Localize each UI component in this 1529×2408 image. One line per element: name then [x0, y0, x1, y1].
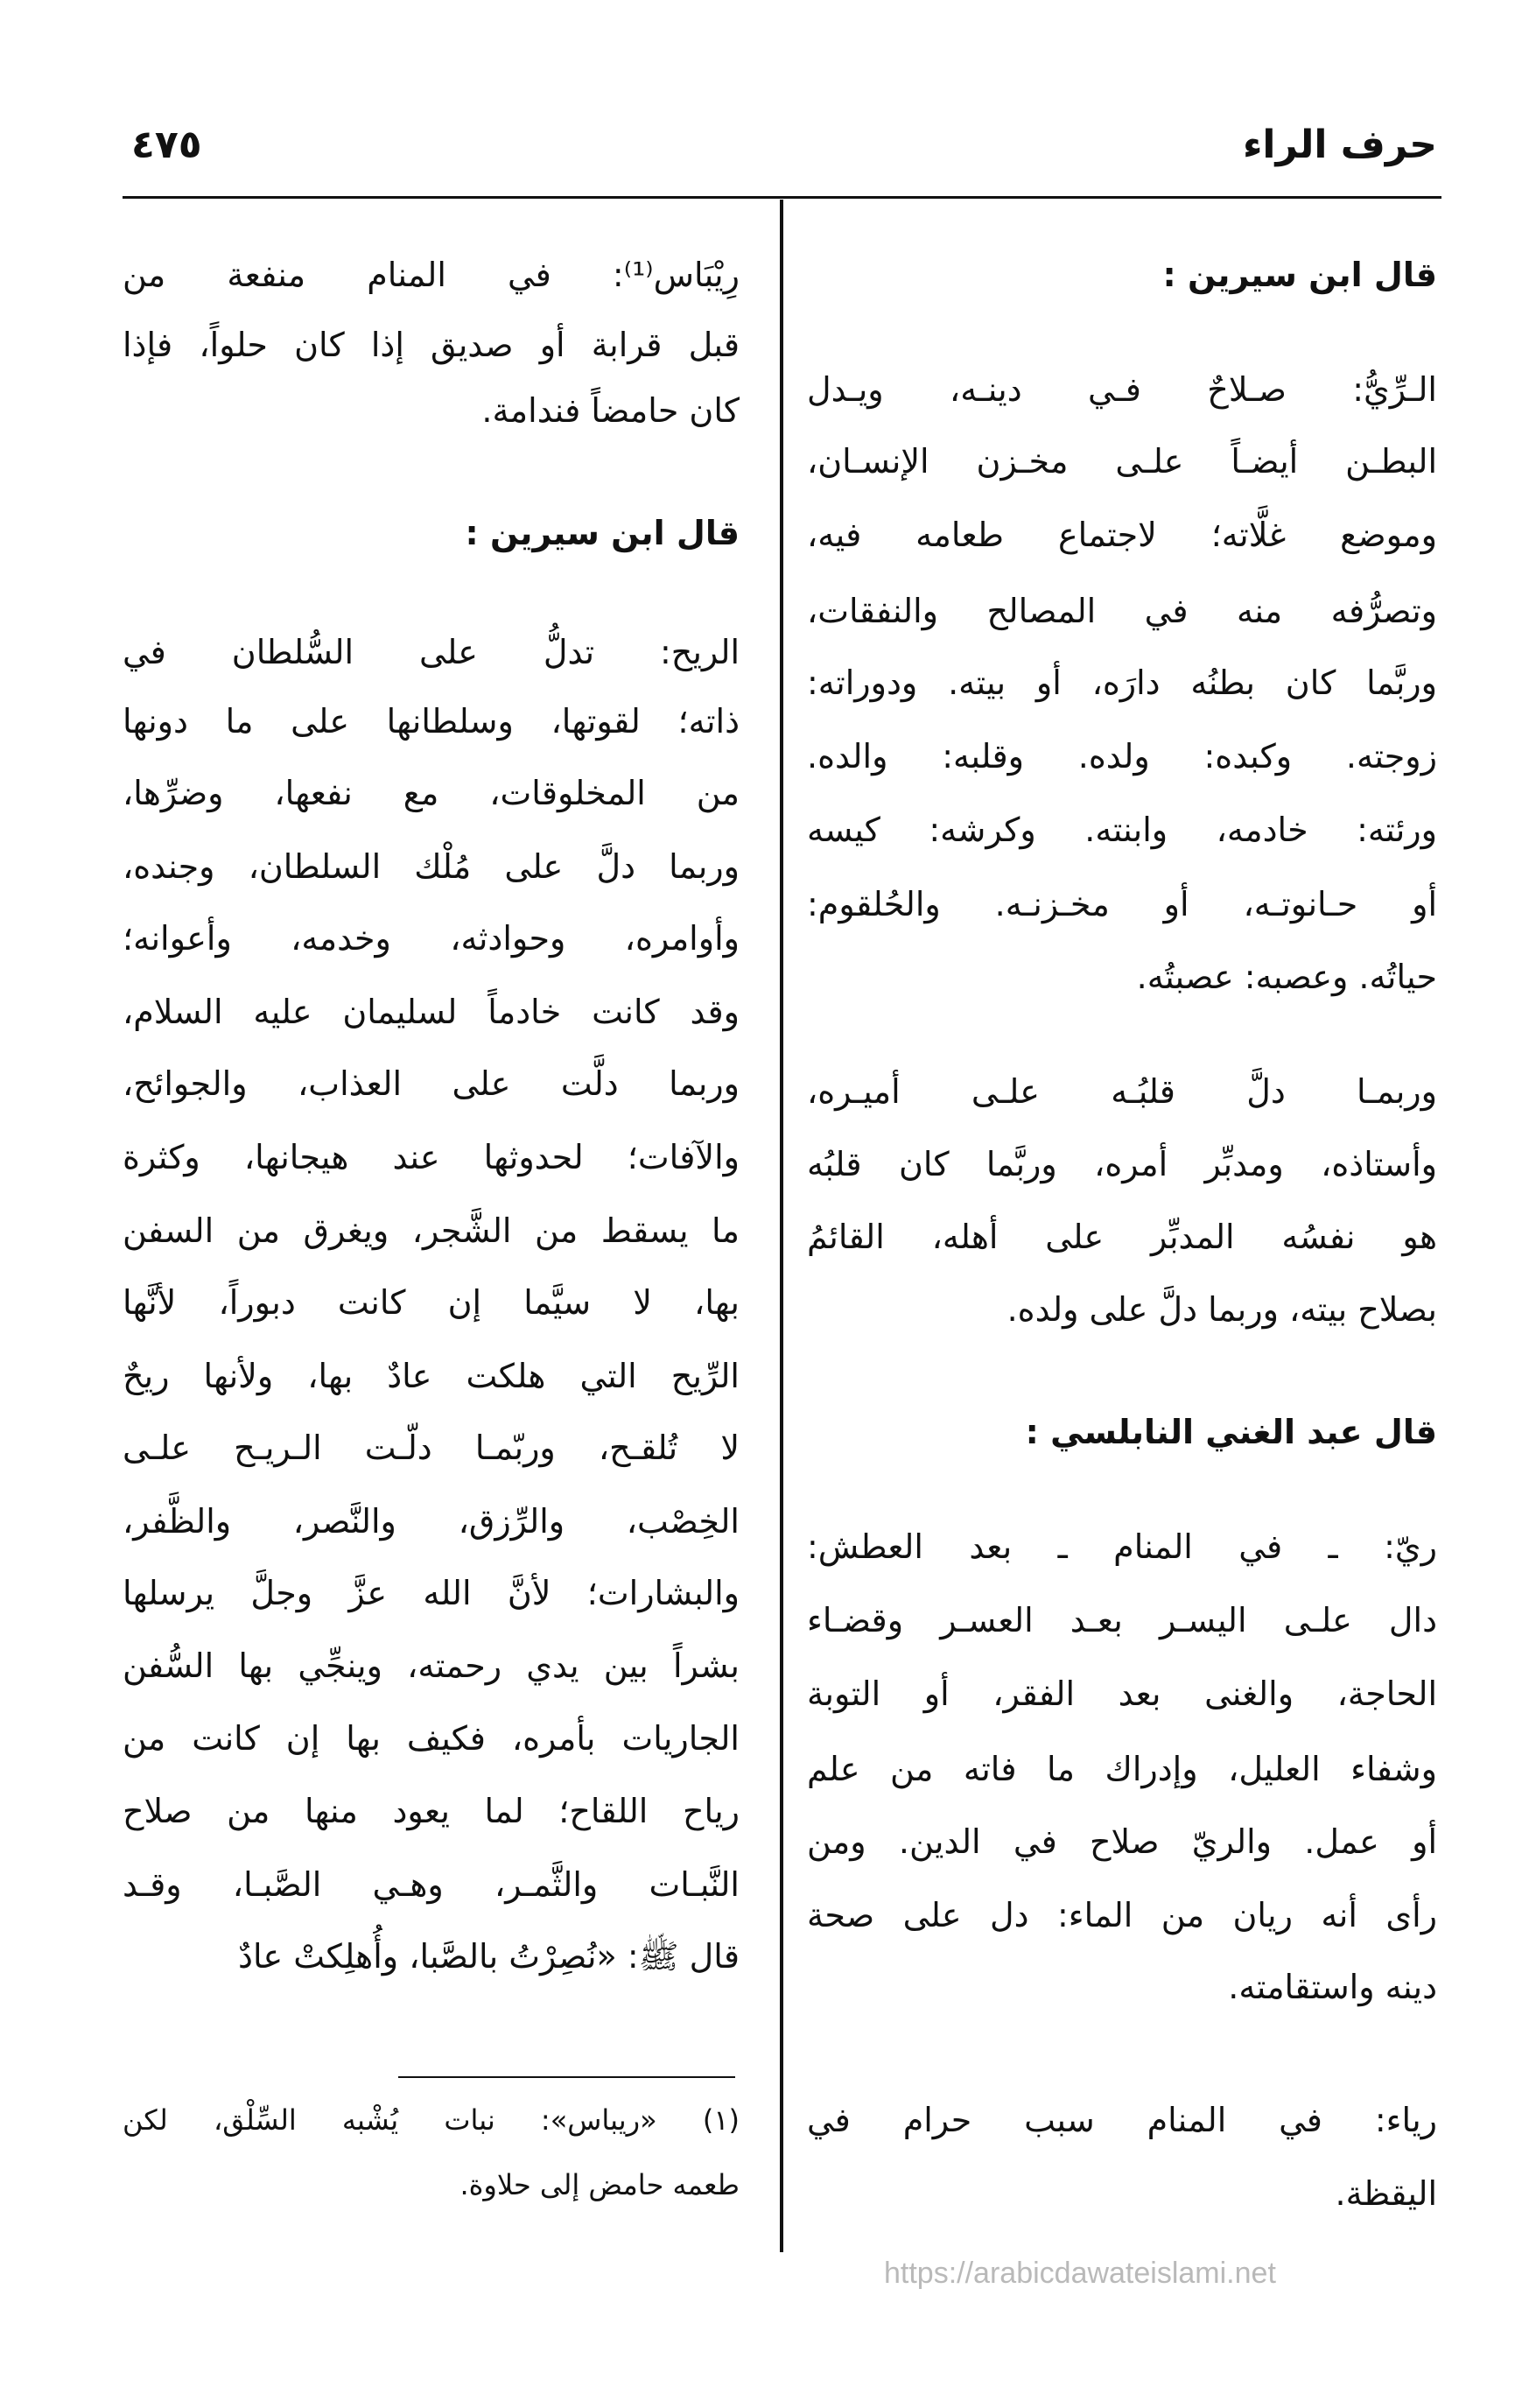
text-line: البطـن أيضـاً علـى مخـزن الإنسـان،	[807, 442, 1437, 481]
text-line: ريّ: ـ في المنام ـ بعد العطش:	[807, 1527, 1437, 1566]
section-heading: قال ابن سيرين :	[465, 514, 740, 552]
text-line: وتصرُّفه منه في المصالح والنفقات،	[807, 592, 1437, 630]
column-divider	[780, 200, 783, 2252]
text-line: لا تُلقـح، وربّمـا دلّـت الـريـح علـى	[123, 1429, 740, 1467]
text-line: دال علـى اليسـر بعـد العسـر وقضـاء	[807, 1601, 1437, 1639]
header-rule	[123, 196, 1441, 199]
text-line: الريح: تدلُّ على السُّلطان في	[123, 633, 740, 671]
text-line: النَّبـات والثَّمـر، وهـي الصَّبـا، وقـد	[123, 1865, 740, 1904]
text-line: الخِصْب، والرِّزق، والنَّصر، والظَّفر،	[123, 1502, 740, 1541]
text-line: هو نفسُه المدبِّر على أهله، القائمُ	[807, 1218, 1437, 1256]
text-line: الرِّيح التي هلكت عادٌ بها، ولأنها ريحٌ	[123, 1357, 740, 1395]
text-line: رأى أنه ريان من الماء: دل على صحة	[807, 1896, 1437, 1934]
text-line: وربما دلَّ على مُلْك السلطان، وجنده،	[123, 847, 740, 886]
running-title: حرف الراء	[1242, 123, 1437, 167]
text-line: وشفاء العليل، وإدراك ما فاته من علم	[807, 1750, 1437, 1788]
text-line: وربما دلَّت على العذاب، والجوائح،	[123, 1064, 740, 1103]
text-line: بها، لا سيَّما إن كانت دبوراً، لأنَّها	[123, 1283, 740, 1322]
text-line: وأوامره، وحوادثه، وخدمه، وأعوانه؛	[123, 919, 740, 958]
text-line: وقد كانت خادماً لسليمان عليه السلام،	[123, 993, 740, 1031]
text-line: دينه واستقامته.	[1228, 1968, 1437, 2006]
text-line: حياتُه. وعصبه: عصبتُه.	[1136, 958, 1437, 996]
text-line: أو حـانوتـه، أو مخـزنـه. والحُلقوم:	[807, 885, 1437, 923]
section-heading: قال ابن سيرين :	[1162, 256, 1437, 294]
watermark: https://arabicdawateislami.net	[884, 2257, 1276, 2290]
text-line: رِيْبَاس⁽¹⁾: في المنام منفعة من	[123, 256, 740, 294]
text-line: قبل قرابة أو صديق إذا كان حلواً، فإذا	[123, 326, 740, 364]
text-line: ما يسقط من الشَّجر، ويغرق من السفن	[123, 1211, 740, 1250]
text-line: وموضع غلَّاته؛ لاجتماع طعامه فيه،	[807, 516, 1437, 554]
text-line: الـرِّيُّ: صـلاحٌ فـي دينـه، ويـدل	[807, 370, 1437, 409]
text-line: وربمـا دلَّ قلبُـه علـى أميـره،	[807, 1072, 1437, 1111]
text-line: كان حامضاً فندامة.	[481, 391, 740, 430]
text-line: وأستاذه، ومدبِّر أمره، وربَّما كان قلبُه	[807, 1145, 1437, 1183]
text-line: من المخلوقات، مع نفعها، وضرِّها،	[123, 774, 740, 812]
footnote-line: (١) «ريباس»: نبات يُشْبه السِّلْق، لكن	[123, 2103, 740, 2137]
text-line: الحاجة، والغنى بعد الفقر، أو التوبة	[807, 1674, 1437, 1713]
text-line: الجاريات بأمره، فكيف بها إن كانت من	[123, 1719, 740, 1758]
text-line: ذاته؛ لقوتها، وسلطانها على ما دونها	[123, 702, 740, 741]
text-line: رياء: في المنام سبب حرام في	[807, 2101, 1437, 2139]
text-line: أو عمل. والريّ صلاح في الدين. ومن	[807, 1822, 1437, 1861]
page-number: ٤٧٥	[131, 123, 202, 167]
text-line: اليقظة.	[1335, 2174, 1437, 2213]
text-line: وربَّما كان بطنُه دارَه، أو بيته. ودوراته:	[807, 663, 1437, 702]
text-line: قال ﷺ: «نُصِرْتُ بالصَّبا، وأُهلِكتْ عادٌ	[238, 1937, 740, 1976]
text-line: رياح اللقاح؛ لما يعود منها من صلاح	[123, 1792, 740, 1830]
footnote-line: طعمه حامض إلى حلاوة.	[459, 2168, 740, 2201]
footnote-rule	[398, 2076, 735, 2078]
text-line: زوجته. وكبده: ولده. وقلبه: والده.	[807, 737, 1437, 776]
text-line: والآفات؛ لحدوثها عند هيجانها، وكثرة	[123, 1138, 740, 1176]
text-line: ورئته: خادمه، وابنته. وكرشه: كيسه	[807, 811, 1437, 849]
text-line: والبشارات؛ لأنَّ الله عزَّ وجلَّ يرسلها	[123, 1574, 740, 1612]
text-line: بشراً بين يدي رحمته، وينجِّي بها السُّفن	[123, 1646, 740, 1685]
section-heading: قال عبد الغني النابلسي :	[1025, 1413, 1437, 1451]
text-line: بصلاح بيته، وربما دلَّ على ولده.	[1006, 1290, 1437, 1329]
